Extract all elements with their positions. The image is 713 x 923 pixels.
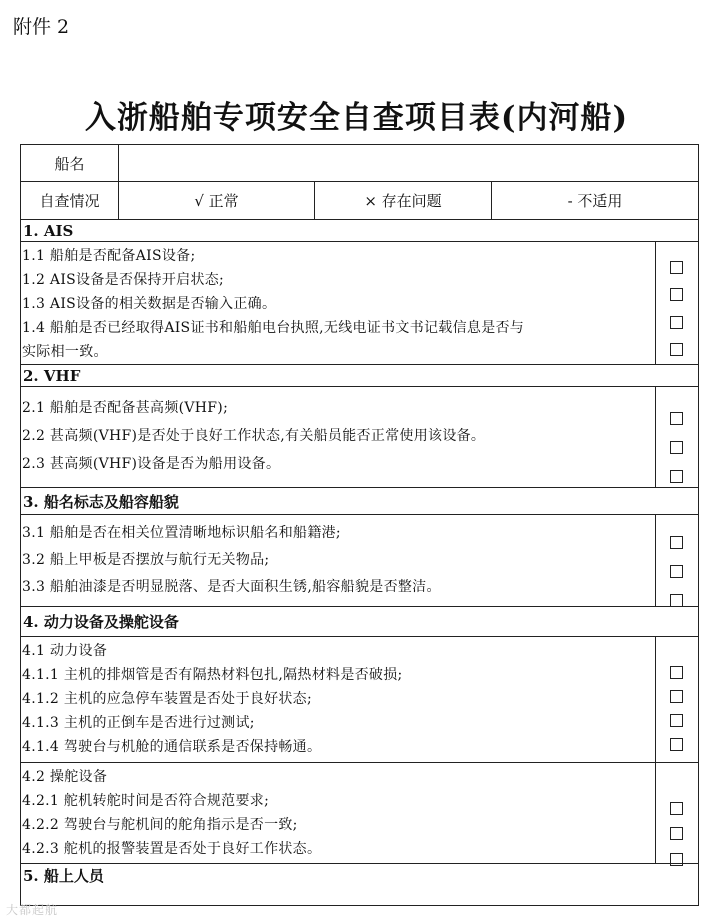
item-line: 实际相一致。 [22, 344, 108, 360]
section-body-vhf [21, 387, 698, 488]
item-line: 4.1.1 主机的排烟管是否有隔热材料包扎,隔热材料是否破损; [22, 667, 403, 683]
checkbox[interactable] [670, 288, 683, 301]
check-status-label: 自查情况 [21, 182, 119, 219]
checkbox[interactable] [670, 316, 683, 329]
checkbox[interactable] [670, 536, 683, 549]
item-line: 1.4 船舶是否已经取得AIS证书和船舶电台执照,无线电证书文书记载信息是否与 [22, 320, 525, 336]
item-line: 4.1 动力设备 [22, 643, 108, 659]
item-line: 4.1.2 主机的应急停车装置是否处于良好状态; [22, 691, 312, 707]
legend-not-applicable: - 不适用 [567, 192, 623, 210]
checklist-table [20, 144, 699, 906]
ship-name-row [21, 145, 698, 182]
checkbox[interactable] [670, 261, 683, 274]
item-line: 2.3 甚高频(VHF)设备是否为船用设备。 [22, 456, 281, 472]
checkbox[interactable] [670, 802, 683, 815]
legend-problem: × 存在问题 [315, 182, 492, 219]
item-line: 3.3 船舶油漆是否明显脱落、是否大面积生锈,船容船貌是否整洁。 [22, 579, 441, 595]
checkbox[interactable] [670, 714, 683, 727]
item-line: 4.2.2 驾驶台与舵机间的舵角指示是否一致; [22, 817, 298, 833]
section-body-power-2 [21, 763, 698, 864]
checkbox-column [656, 515, 698, 606]
item-line: 1.1 船舶是否配备AIS设备; [22, 248, 196, 264]
item-line: 2.2 甚高频(VHF)是否处于良好工作状态,有关船员能否正常使用该设备。 [22, 428, 486, 444]
section-body-marking [21, 515, 698, 607]
item-line: 1.3 AIS设备的相关数据是否输入正确。 [22, 296, 277, 312]
item-line: 4.2.1 舵机转舵时间是否符合规范要求; [22, 793, 270, 809]
checkbox[interactable] [670, 412, 683, 425]
section-heading-vhf: 2. VHF [21, 365, 698, 387]
checkbox[interactable] [670, 853, 683, 866]
attachment-label: 附件 2 [13, 16, 70, 38]
checkbox[interactable] [670, 690, 683, 703]
checkbox[interactable] [670, 594, 683, 607]
section-items-vhf [21, 387, 656, 487]
section-items-power-1 [21, 637, 656, 762]
item-line: 3.2 船上甲板是否摆放与航行无关物品; [22, 552, 270, 568]
section-heading-power: 4. 动力设备及操舵设备 [21, 607, 698, 637]
page-title: 入浙船舶专项安全自查项目表(内河船) [84, 100, 629, 136]
section-heading-crew: 5. 船上人员 [23, 866, 104, 885]
item-line: 4.2 操舵设备 [22, 769, 108, 785]
section-body-power-1 [21, 637, 698, 763]
item-line: 1.2 AIS设备是否保持开启状态; [22, 272, 225, 288]
legend-normal: √ 正常 [119, 182, 315, 219]
checkbox[interactable] [670, 441, 683, 454]
checkbox[interactable] [670, 738, 683, 751]
checkbox[interactable] [670, 470, 683, 483]
item-line: 4.2.3 舵机的报警装置是否处于良好工作状态。 [22, 841, 322, 857]
ship-name-field[interactable] [119, 145, 698, 181]
section-heading-ais: 1. AIS [21, 220, 698, 242]
item-line: 4.1.3 主机的正倒车是否进行过测试; [22, 715, 255, 731]
item-line: 2.1 船舶是否配备甚高频(VHF); [22, 400, 229, 416]
section-items-power-2 [21, 763, 656, 863]
watermark: 大都起航 [6, 903, 59, 917]
section-items-marking [21, 515, 656, 606]
ship-name-label: 船名 [21, 145, 119, 181]
item-line: 3.1 船舶是否在相关位置清晰地标识船名和船籍港; [22, 525, 341, 541]
checkbox[interactable] [670, 343, 683, 356]
section-items-ais [21, 242, 656, 364]
item-line: 4.1.4 驾驶台与机舱的通信联系是否保持畅通。 [22, 739, 322, 755]
checkbox[interactable] [670, 827, 683, 840]
check-status-row [21, 182, 698, 220]
section-body-ais [21, 242, 698, 365]
checkbox[interactable] [670, 666, 683, 679]
section-heading-marking: 3. 船名标志及船容船貌 [21, 488, 698, 515]
checkbox[interactable] [670, 565, 683, 578]
